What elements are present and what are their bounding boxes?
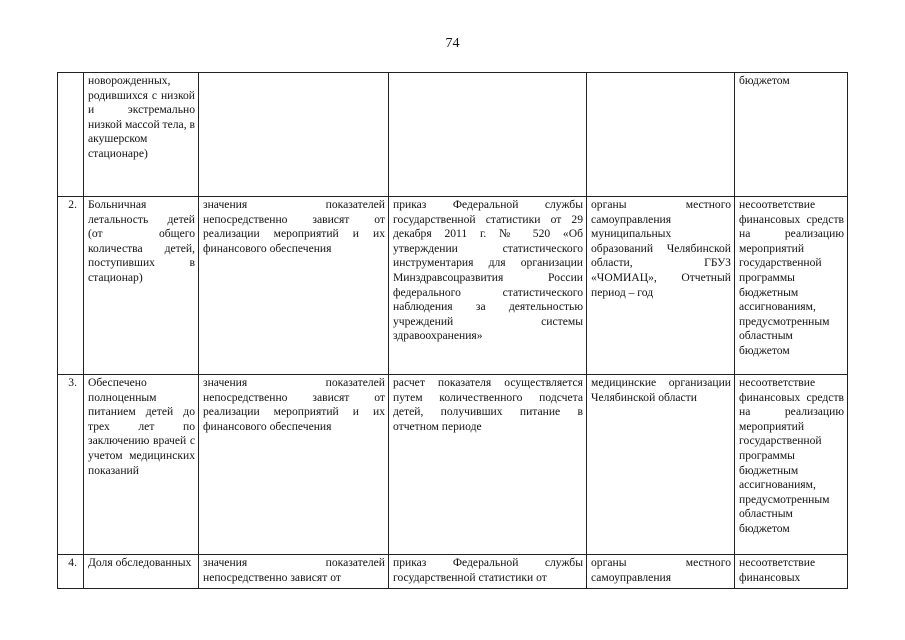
row-number-cell: 3. [58, 375, 84, 555]
table-row [58, 197, 848, 375]
dependency-cell: значения показателей непосредственно зависят от реализации мероприятий и их финансового обеспечения [199, 197, 389, 375]
indicator-name-cell: новорожденных, родившихся с низкой и экстремально низкой массой тела, в акушерском стационаре) [84, 73, 199, 197]
row-number-cell [58, 73, 84, 197]
dependency-cell: значения показателей непосредственно зависят от [199, 555, 389, 589]
method-cell: приказ Федеральной службы государственной статистики от [389, 555, 587, 589]
method-cell: расчет показателя осуществляется путем количественного подсчета детей, получивших питание в отчетном периоде [389, 375, 587, 555]
dependency-cell: значения показателей непосредственно зависят от реализации мероприятий и их финансового обеспечения [199, 375, 389, 555]
indicator-name-cell: Больничная летальность детей (от общего количества детей, поступивших в стационар) [84, 197, 199, 375]
dependency-cell [199, 73, 389, 197]
responsible-cell: органы местного самоуправления муниципальных образований Челябинской области, ГБУЗ «ЧОМИАЦ», Отчетный период – год [587, 197, 735, 375]
method-cell [389, 73, 587, 197]
table-row [58, 73, 848, 197]
method-cell: приказ Федеральной службы государственной статистики от 29 декабря 2011 г. № 520 «Об утверждении статистического инструментария для организации Минздравсоцразвития России федерального статистического наблюдения за деятельностью учреждений системы здравоохранения» [389, 197, 587, 375]
risk-cell: несоответствие финансовых [735, 555, 848, 589]
risk-cell: несоответствие финансовых средств на реализацию мероприятий государственной программы бюджетным ассигнованиям, предусмотренным областным бюджетом [735, 375, 848, 555]
responsible-cell: медицинские организации Челябинской области [587, 375, 735, 555]
indicator-name-cell: Обеспечено полноценным питанием детей до трех лет по заключению врачей с учетом медицинских показаний [84, 375, 199, 555]
responsible-cell [587, 73, 735, 197]
responsible-cell: органы местного самоуправления [587, 555, 735, 589]
table-row [58, 375, 848, 555]
risk-cell: несоответствие финансовых средств на реализацию мероприятий государственной программы бюджетным ассигнованиям, предусмотренным областным бюджетом [735, 197, 848, 375]
indicators-table [57, 72, 848, 589]
row-number-cell: 2. [58, 197, 84, 375]
row-number-cell: 4. [58, 555, 84, 589]
indicator-name-cell: Доля обследованных [84, 555, 199, 589]
table-row [58, 555, 848, 589]
risk-cell: бюджетом [735, 73, 848, 197]
page-number: 74 [445, 36, 460, 51]
